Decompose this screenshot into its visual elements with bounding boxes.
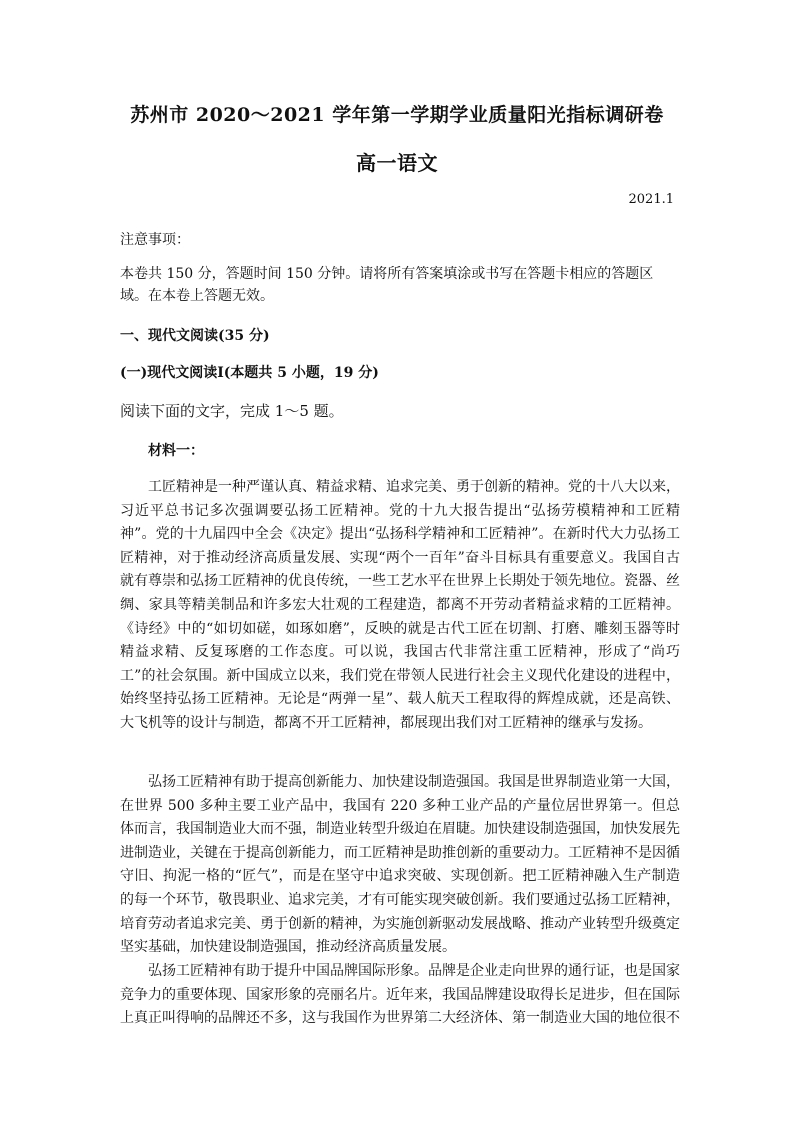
page-title: 苏州市 2020～2021 学年第一学期学业质量阳光指标调研卷 — [130, 104, 664, 126]
reading-instruction: 阅读下面的文字，完成 1～5 题。 — [120, 402, 344, 420]
notice-heading: 注意事项： — [120, 232, 190, 248]
paragraph: 弘扬工匠精神有助于提升中国品牌国际形象。品牌是企业走向世界的通行证，也是国家竞争力的重要体现、国家形象的亮丽名片。近年来，我国品牌建设取得长足进步，但在国际上真正叫得响的品牌还不多，这与我国作为世界第二大经济体、第一制造业大国的地位很不 — [120, 963, 680, 1027]
exam-date: 2021.1 — [628, 192, 674, 207]
notice-text: 本卷共 150 分，答题时间 150 分钟。请将所有答案填涂或书写在答题卡相应的答题区域。在本卷上答题无效。 — [120, 266, 654, 304]
material-label: 材料一： — [148, 443, 204, 459]
section-heading-reading-1: (一)现代文阅读Ⅰ(本题共 5 小题，19 分) — [120, 365, 379, 381]
paragraph: 弘扬工匠精神有助于提高创新能力、加快建设制造强国。我国是世界制造业第一大国，在世界 500 多种主要工业产品中，我国有 220 多种工业产品的产量位居世界第一。但总体而言，我国制造业大而不强，制造业转型升级迫在眉睫。加快建设制造强国，加快发展先进制造业，关键在于提高创新能力，而工匠精神是助推创新的重要动力。工匠精神不是因循守旧、拘泥一格的“匠气”，而是在坚守中追求突破、实现创新。把工匠精神融入生产制造的每一个环节，敬畏职业、追求完美，才有可能实现突破创新。我们要通过弘扬工匠精神，培育劳动者追求完美、勇于创新的精神，为实施创新驱动发展战略、推动产业转型升级奠定坚实基础，加快建设制造强国，推动经济高质量发展。 — [120, 774, 680, 956]
page-subtitle: 高一语文 — [356, 151, 438, 175]
section-heading-part1: 一、现代文阅读(35 分) — [120, 328, 270, 344]
paragraph: 工匠精神是一种严谨认真、精益求精、追求完美、勇于创新的精神。党的十八大以来，习近平总书记多次强调要弘扬工匠精神。党的十九大报告提出“弘扬劳模精神和工匠精神”。党的十九届四中全会《决定》提出“弘扬科学精神和工匠精神”。在新时代大力弘扬工匠精神，对于推动经济高质量发展、实现“两个一百年”奋斗目标具有重要意义。我国自古就有尊崇和弘扬工匠精神的优良传统，一些工艺水平在世界上长期处于领先地位。瓷器、丝绸、家具等精美制品和许多宏大壮观的工程建造，都离不开劳动者精益求精的工匠精神。《诗经》中的“如切如磋，如琢如磨”，反映的就是古代工匠在切割、打磨、雕刻玉器等时精益求精、反复琢磨的工作态度。可以说，我国古代非常注重工匠精神，形成了“尚巧工”的社会氛围。新中国成立以来，我们党在带领人民进行社会主义现代化建设的进程中，始终坚持弘扬工匠精神。无论是“两弹一星”、载人航天工程取得的辉煌成就，还是高铁、大飞机等的设计与制造，都离不开工匠精神，都展现出我们对工匠精神的继承与发扬。 — [120, 479, 680, 731]
